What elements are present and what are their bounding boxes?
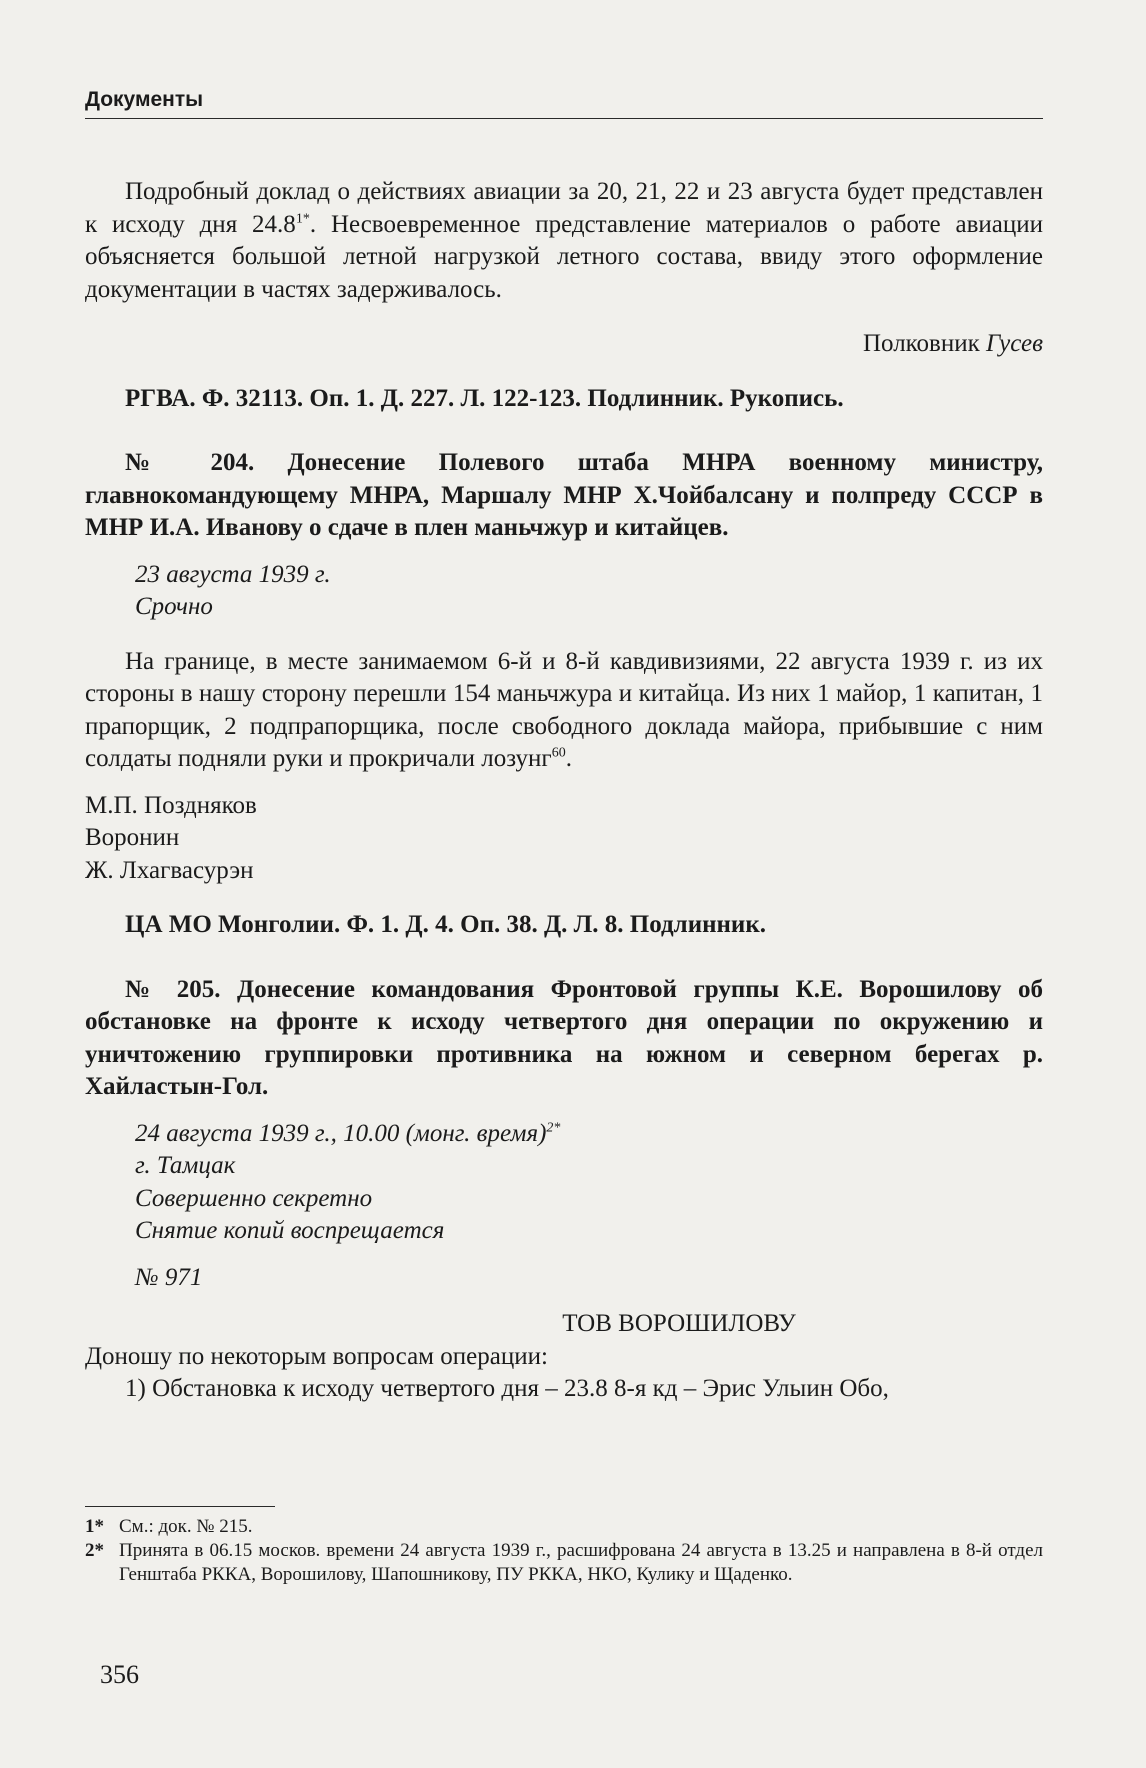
copy-restriction-note: Снятие копий воспрещается <box>135 1217 445 1244</box>
document-204-heading: № 204. Донесение Полевого штаба МНРА военному министру, главнокомандующему МНРА, Маршалу МНР Х.Чойбалсану и полпреду СССР в МНР И.А. Иванову о сдаче в плен маньчжур и китайцев. <box>85 449 1043 541</box>
page-content <box>85 176 1043 1406</box>
archive-source: ЦА МО Монголии. Ф. 1. Д. 4. Оп. 38. Д. Л. 8. Подлинник. <box>125 911 766 938</box>
page-number: 356 <box>100 1660 139 1689</box>
archive-source: РГВА. Ф. 32113. Оп. 1. Д. 227. Л. 122-123. Подлинник. Рукопись. <box>125 384 844 412</box>
footnote-ref: 60 <box>551 745 566 761</box>
urgency-note: Срочно <box>135 593 213 620</box>
running-header: Документы <box>85 88 1043 119</box>
signatory: М.П. Поздняков <box>85 791 257 819</box>
signatory: Воронин <box>85 824 180 851</box>
signature: Полковник Гусев <box>862 330 1043 357</box>
footnote-ref: 1* <box>295 211 310 227</box>
report-intro: Доношу по некоторым вопросам операции: <box>85 1342 548 1370</box>
document-204-body: На границе, в месте занимаемом 6-й и 8-й кавдивизиями, 22 августа 1939 г. из их стороны в нашу сторону перешли 154 маньчжура и китайца. Из них 1 майор, 1 капитан, 1 прапорщик, 2 подпрапорщика, после свободного доклада майора, прибывшие с ним солдаты подняли руки и прокричали лозунг$^{60}$. <box>85 647 1043 772</box>
document-205-heading: № 205. Донесение командования Фронтовой группы К.Е. Ворошилову об обстановке на фронте к исходу четвертого дня операции по окружению и уничтожению группировки противника на южном и северном берегах р. Хайластын-Гол. <box>85 975 1043 1100</box>
footnote: 1* См.: док. № 215. <box>85 1516 253 1537</box>
signatory: Ж. Лхагвасурэн <box>85 856 254 884</box>
report-item: 1) Обстановка к исходу четвертого дня – 23.8 8-я кд – Эрис Улыин Обо, <box>125 1375 889 1402</box>
classification-note: Совершенно секретно <box>135 1184 373 1212</box>
document-date: 24 августа 1939 г., 10.00 (монг. время)$^{2*}$ <box>135 1119 561 1147</box>
place-note: г. Тамцак <box>135 1152 236 1179</box>
document-date: 23 августа 1939 г. <box>135 560 331 588</box>
footnote-ref: 2* <box>546 1120 561 1136</box>
footnote-divider <box>85 1506 275 1507</box>
footnotes <box>85 1506 1043 1587</box>
addressee: ТОВ ВОРОШИЛОВУ <box>562 1310 796 1337</box>
document-number: № 971 <box>135 1263 203 1291</box>
footnote: 2* Принята в 06.15 москов. времени 24 августа 1939 г., расшифрована 24 августа в 13.25 и направлена в 8-й отдел Генштаба РККА, Ворошилову, Шапошникову, ПУ РККА, НКО, Кулику и Щаденко. <box>85 1540 1043 1585</box>
intro-paragraph: Подробный доклад о действиях авиации за 20, 21, 22 и 23 августа будет представлен к исходу дня $24.8^{1*}$. Несвоевременное представление материалов о работе авиации объясняется большой летной нагрузкой летного состава, ввиду этого оформление документации в частях задерживалось. <box>85 178 1043 303</box>
